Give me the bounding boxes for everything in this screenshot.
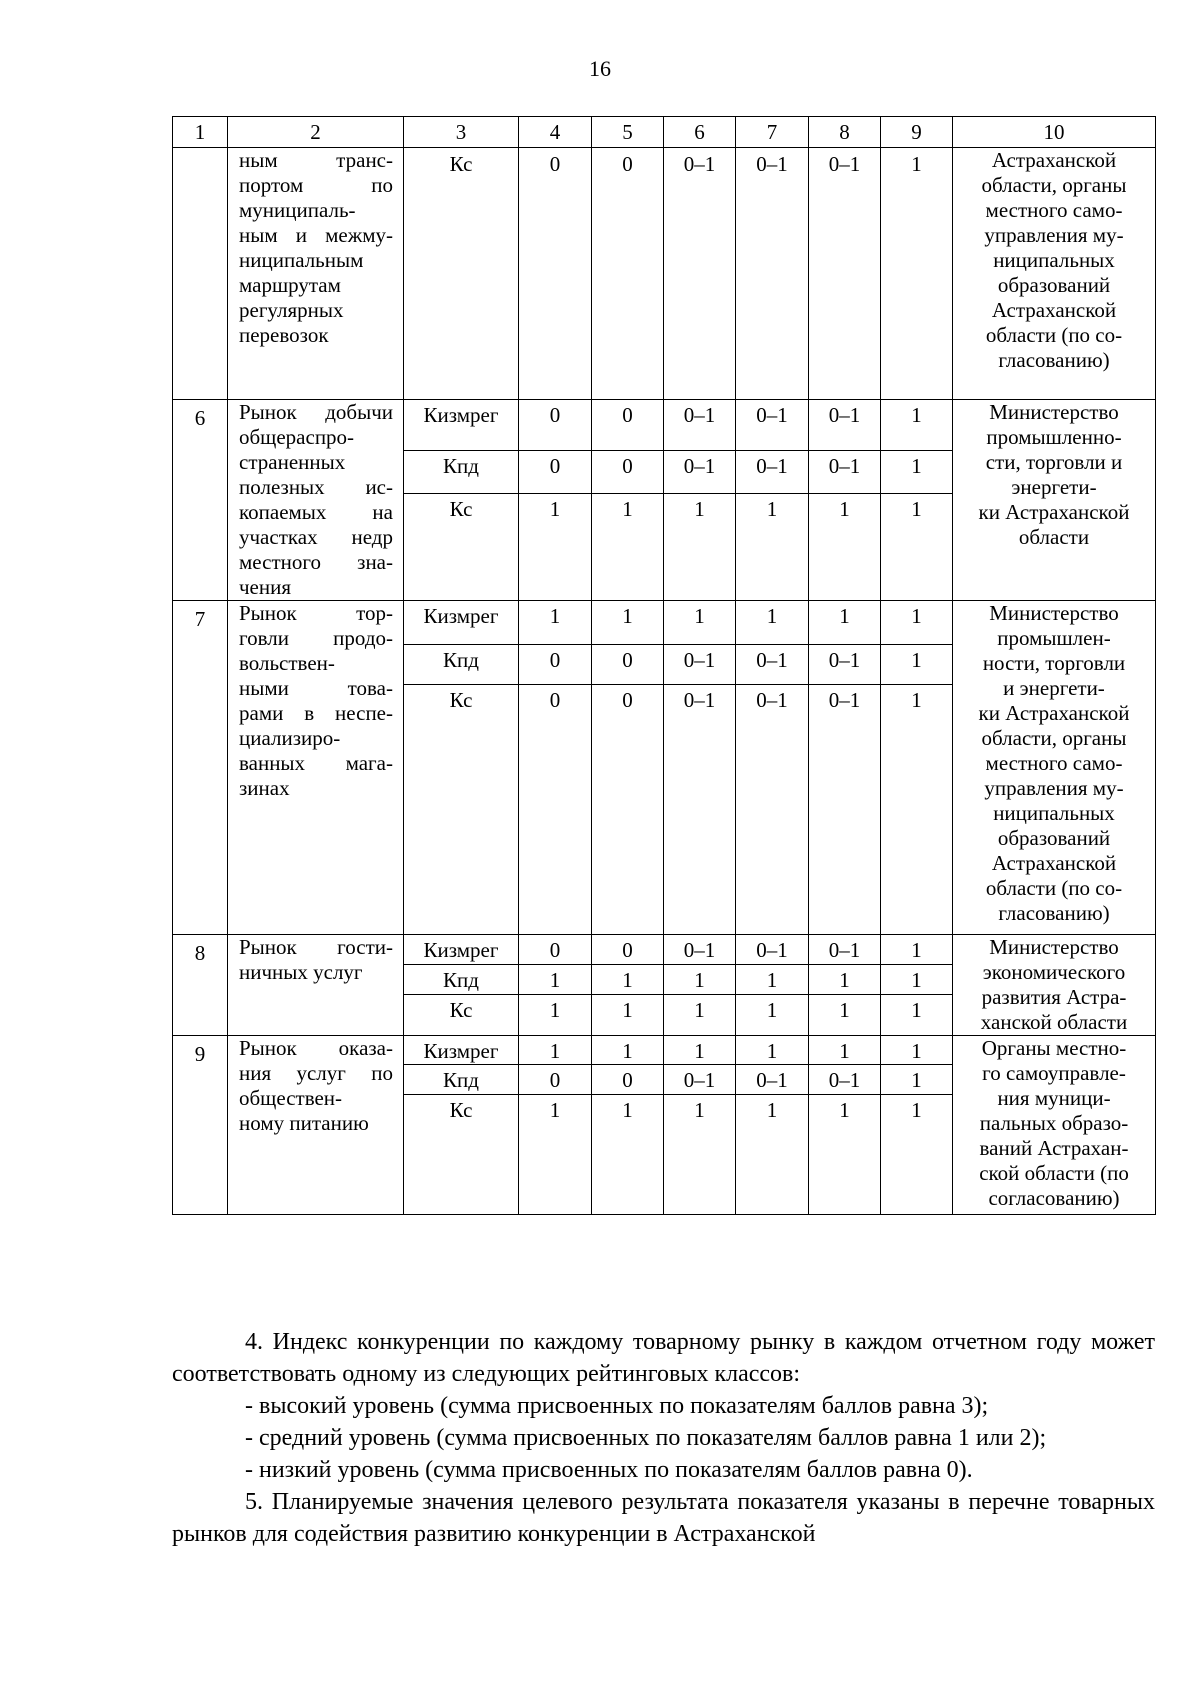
- responsible-line: гласованию): [998, 348, 1110, 372]
- responsible-line: ваний Астрахан-: [979, 1136, 1129, 1160]
- responsible-line: пальных образо-: [979, 1111, 1129, 1135]
- market-name-line: ным транс-: [239, 148, 393, 172]
- indicator-cell: Кс: [404, 148, 519, 400]
- paragraph-4: 4. Индекс конкуренции по каждому товарному рынку в каждом отчетном году может соответствовать одному из следующих рейтинговых классов:: [172, 1329, 1155, 1387]
- market-name-line: циализиро-: [239, 726, 341, 750]
- responsible-line: ниципальных: [993, 801, 1115, 825]
- value-cell: 1: [664, 1095, 736, 1215]
- value-cell: 1: [519, 1036, 592, 1065]
- market-name-line: перевозок: [239, 323, 329, 347]
- value-cell: 0: [519, 148, 592, 400]
- value-cell: 1: [881, 1065, 953, 1095]
- responsible-line: управления му-: [984, 776, 1124, 800]
- header-cell: 8: [809, 117, 881, 148]
- indicator-cell: Кс: [404, 685, 519, 935]
- responsible-line: энергети-: [1011, 475, 1097, 499]
- value-cell: 0: [592, 1065, 664, 1095]
- header-cell: 7: [736, 117, 809, 148]
- market-name-line: ванных мага-: [239, 751, 393, 775]
- responsible-line: Астраханской: [991, 851, 1117, 875]
- value-cell: 1: [881, 995, 953, 1036]
- value-cell: 1: [881, 148, 953, 400]
- market-name-cell: [228, 601, 404, 935]
- value-cell: 1: [664, 1036, 736, 1065]
- responsible-line: и энергети-: [1003, 676, 1105, 700]
- table-header-row: [173, 117, 1156, 148]
- indicator-cell: Кс: [404, 1095, 519, 1215]
- header-cell: 3: [404, 117, 519, 148]
- value-cell: 0: [592, 451, 664, 494]
- value-cell: 1: [809, 995, 881, 1036]
- responsible-line: области, органы: [981, 726, 1127, 750]
- responsible-line: ханской области: [980, 1010, 1128, 1034]
- value-cell: 1: [519, 995, 592, 1036]
- value-cell: 1: [881, 685, 953, 935]
- header-cell: 6: [664, 117, 736, 148]
- value-cell: 1: [519, 964, 592, 995]
- value-cell: 0: [592, 400, 664, 451]
- market-name-line: ным и межму-: [239, 223, 393, 247]
- header-cell: 1: [173, 117, 228, 148]
- responsible-line: Астраханской: [991, 298, 1117, 322]
- market-name-line: ному питанию: [239, 1111, 369, 1135]
- responsible-line: развития Астра-: [981, 985, 1127, 1009]
- value-cell: 1: [736, 995, 809, 1036]
- value-cell: 1: [736, 964, 809, 995]
- market-name-line: обществен-: [239, 1086, 343, 1110]
- responsible-line: го самоуправле-: [982, 1061, 1126, 1085]
- value-cell: 0–1: [664, 451, 736, 494]
- row-number-cell: 7: [173, 601, 228, 935]
- value-cell: 1: [592, 995, 664, 1036]
- page-number: 16: [589, 56, 611, 81]
- value-cell: 0–1: [809, 400, 881, 451]
- level-high: - высокий уровень (сумма присвоенных по показателям баллов равна 3);: [245, 1393, 989, 1419]
- value-cell: 1: [664, 995, 736, 1036]
- value-cell: 0: [519, 645, 592, 685]
- responsible-line: экономического: [982, 960, 1126, 984]
- value-cell: 0: [519, 451, 592, 494]
- responsible-line: управления му-: [984, 223, 1124, 247]
- market-name-line: местного зна-: [239, 550, 393, 574]
- market-name-line: рами в неспе-: [239, 701, 393, 725]
- indicator-cell: Кизмрег: [404, 601, 519, 645]
- value-cell: 1: [881, 935, 953, 965]
- row-number-cell: [173, 148, 228, 400]
- market-name-line: Рынок тор-: [239, 601, 393, 625]
- market-name-cell: [228, 1036, 404, 1215]
- value-cell: 0: [519, 935, 592, 965]
- header-cell: 9: [881, 117, 953, 148]
- market-name-line: страненных: [239, 450, 346, 474]
- responsible-line: согласованию): [988, 1186, 1120, 1210]
- responsible-line: Министерство: [989, 400, 1119, 424]
- value-cell: 1: [881, 964, 953, 995]
- market-name-line: ниципальным: [239, 248, 364, 272]
- value-cell: 0: [592, 645, 664, 685]
- value-cell: 0–1: [736, 685, 809, 935]
- responsible-cell: [953, 601, 1156, 935]
- value-cell: 0: [519, 400, 592, 451]
- value-cell: 0–1: [664, 685, 736, 935]
- value-cell: 1: [592, 1095, 664, 1215]
- table-row: [173, 400, 1156, 451]
- responsible-line: промышленно-: [986, 425, 1122, 449]
- indicator-cell: Кпд: [404, 451, 519, 494]
- responsible-line: Министерство: [989, 935, 1119, 959]
- value-cell: 0–1: [736, 148, 809, 400]
- value-cell: 1: [736, 601, 809, 645]
- market-name-line: ничных услуг: [239, 960, 363, 984]
- indicator-cell: Кпд: [404, 964, 519, 995]
- responsible-line: местного само-: [985, 751, 1123, 775]
- value-cell: 1: [736, 1036, 809, 1065]
- indicator-cell: Кизмрег: [404, 400, 519, 451]
- responsible-line: Органы местно-: [981, 1036, 1127, 1060]
- market-name-line: портом по: [239, 173, 393, 197]
- value-cell: 0–1: [664, 400, 736, 451]
- responsible-line: промышлен-: [997, 626, 1111, 650]
- value-cell: 0–1: [809, 645, 881, 685]
- value-cell: 0–1: [736, 1065, 809, 1095]
- value-cell: 1: [881, 451, 953, 494]
- value-cell: 1: [664, 964, 736, 995]
- indicator-cell: Кпд: [404, 1065, 519, 1095]
- value-cell: 1: [881, 645, 953, 685]
- value-cell: 1: [809, 1095, 881, 1215]
- value-cell: 1: [809, 964, 881, 995]
- market-name-line: маршрутам: [239, 273, 341, 297]
- value-cell: 1: [664, 494, 736, 601]
- value-cell: 0–1: [809, 935, 881, 965]
- responsible-line: ской области (по: [979, 1161, 1129, 1185]
- value-cell: 0–1: [736, 645, 809, 685]
- market-name-line: вольствен-: [239, 651, 335, 675]
- market-name-line: зинах: [239, 776, 290, 800]
- value-cell: 0–1: [736, 935, 809, 965]
- market-name-line: ния услуг по: [239, 1061, 393, 1085]
- responsible-line: ки Астраханской: [978, 500, 1130, 524]
- table-body: [173, 148, 1156, 1215]
- indicator-cell: Кпд: [404, 645, 519, 685]
- market-name-line: регулярных: [239, 298, 344, 322]
- value-cell: 1: [519, 601, 592, 645]
- value-cell: 0: [592, 148, 664, 400]
- responsible-line: области, органы: [981, 173, 1127, 197]
- responsible-cell: [953, 1036, 1156, 1215]
- responsible-line: ки Астраханской: [978, 701, 1130, 725]
- market-name-line: копаемых на: [239, 500, 393, 524]
- responsible-line: ния муници-: [997, 1086, 1111, 1110]
- value-cell: 1: [736, 1095, 809, 1215]
- table-row: [173, 1036, 1156, 1065]
- body-text: [172, 1326, 1155, 1550]
- market-name-cell: [228, 400, 404, 601]
- header-cell: 5: [592, 117, 664, 148]
- market-name-line: Рынок гости-: [239, 935, 393, 959]
- row-number-cell: 8: [173, 935, 228, 1036]
- header-cell: 10: [953, 117, 1156, 148]
- responsible-line: Астраханской: [991, 148, 1117, 172]
- row-number-cell: 6: [173, 400, 228, 601]
- market-name-line: ными това-: [239, 676, 393, 700]
- indicator-cell: Кс: [404, 494, 519, 601]
- value-cell: 0–1: [736, 400, 809, 451]
- responsible-line: образований: [997, 826, 1111, 850]
- responsible-line: сти, торговли и: [985, 450, 1123, 474]
- value-cell: 0: [592, 935, 664, 965]
- responsible-cell: [953, 935, 1156, 1036]
- market-name-line: Рынок оказа-: [239, 1036, 393, 1060]
- indicator-cell: Кизмрег: [404, 935, 519, 965]
- value-cell: 1: [881, 1095, 953, 1215]
- value-cell: 1: [881, 494, 953, 601]
- responsible-line: гласованию): [998, 901, 1110, 925]
- value-cell: 0–1: [809, 148, 881, 400]
- responsible-line: ниципальных: [993, 248, 1115, 272]
- value-cell: 1: [809, 494, 881, 601]
- market-name-line: чения: [239, 575, 292, 599]
- value-cell: 0–1: [664, 1065, 736, 1095]
- value-cell: 1: [519, 494, 592, 601]
- header-cell: 4: [519, 117, 592, 148]
- value-cell: 0–1: [736, 451, 809, 494]
- value-cell: 0: [592, 685, 664, 935]
- indicator-cell: Кс: [404, 995, 519, 1036]
- responsible-line: области (по со-: [985, 876, 1123, 900]
- responsible-line: области: [1018, 525, 1090, 549]
- value-cell: 0–1: [809, 451, 881, 494]
- market-name-cell: [228, 148, 404, 400]
- level-medium: - средний уровень (сумма присвоенных по показателям баллов равна 1 или 2);: [245, 1425, 1047, 1451]
- market-name-line: муниципаль-: [239, 198, 356, 222]
- table-row: [173, 148, 1156, 400]
- responsible-line: образований: [997, 273, 1111, 297]
- value-cell: 1: [809, 1036, 881, 1065]
- header-cell: 2: [228, 117, 404, 148]
- paragraph-5: 5. Планируемые значения целевого результата показателя указаны в перечне товарных рынков для содействия развитию конкуренции в Астраханской: [172, 1489, 1155, 1547]
- value-cell: 1: [736, 494, 809, 601]
- market-name-line: говли продо-: [239, 626, 393, 650]
- market-name-line: полезных ис-: [239, 475, 393, 499]
- value-cell: 0–1: [664, 645, 736, 685]
- value-cell: 0: [519, 685, 592, 935]
- indicators-table: [172, 116, 1156, 1215]
- market-name-line: общераспро-: [239, 425, 355, 449]
- value-cell: 1: [881, 601, 953, 645]
- value-cell: 1: [881, 400, 953, 451]
- value-cell: 0–1: [664, 148, 736, 400]
- responsible-line: ности, торговли: [982, 651, 1126, 675]
- market-name-line: участках недр: [239, 525, 393, 549]
- responsible-line: местного само-: [985, 198, 1123, 222]
- value-cell: 1: [881, 1036, 953, 1065]
- value-cell: 0: [519, 1065, 592, 1095]
- value-cell: 1: [592, 1036, 664, 1065]
- value-cell: 1: [592, 601, 664, 645]
- table-row: [173, 601, 1156, 645]
- table-row: [173, 935, 1156, 965]
- market-name-line: Рынок добычи: [239, 400, 393, 424]
- value-cell: 1: [664, 601, 736, 645]
- row-number-cell: 9: [173, 1036, 228, 1215]
- value-cell: 1: [592, 964, 664, 995]
- value-cell: 1: [809, 601, 881, 645]
- value-cell: 1: [592, 494, 664, 601]
- responsible-line: области (по со-: [985, 323, 1123, 347]
- responsible-cell: [953, 148, 1156, 400]
- responsible-cell: [953, 400, 1156, 601]
- value-cell: 0–1: [809, 1065, 881, 1095]
- value-cell: 0–1: [664, 935, 736, 965]
- value-cell: 1: [519, 1095, 592, 1215]
- value-cell: 0–1: [809, 685, 881, 935]
- market-name-cell: [228, 935, 404, 1036]
- indicator-cell: Кизмрег: [404, 1036, 519, 1065]
- responsible-line: Министерство: [989, 601, 1119, 625]
- level-low: - низкий уровень (сумма присвоенных по показателям баллов равна 0).: [245, 1457, 973, 1483]
